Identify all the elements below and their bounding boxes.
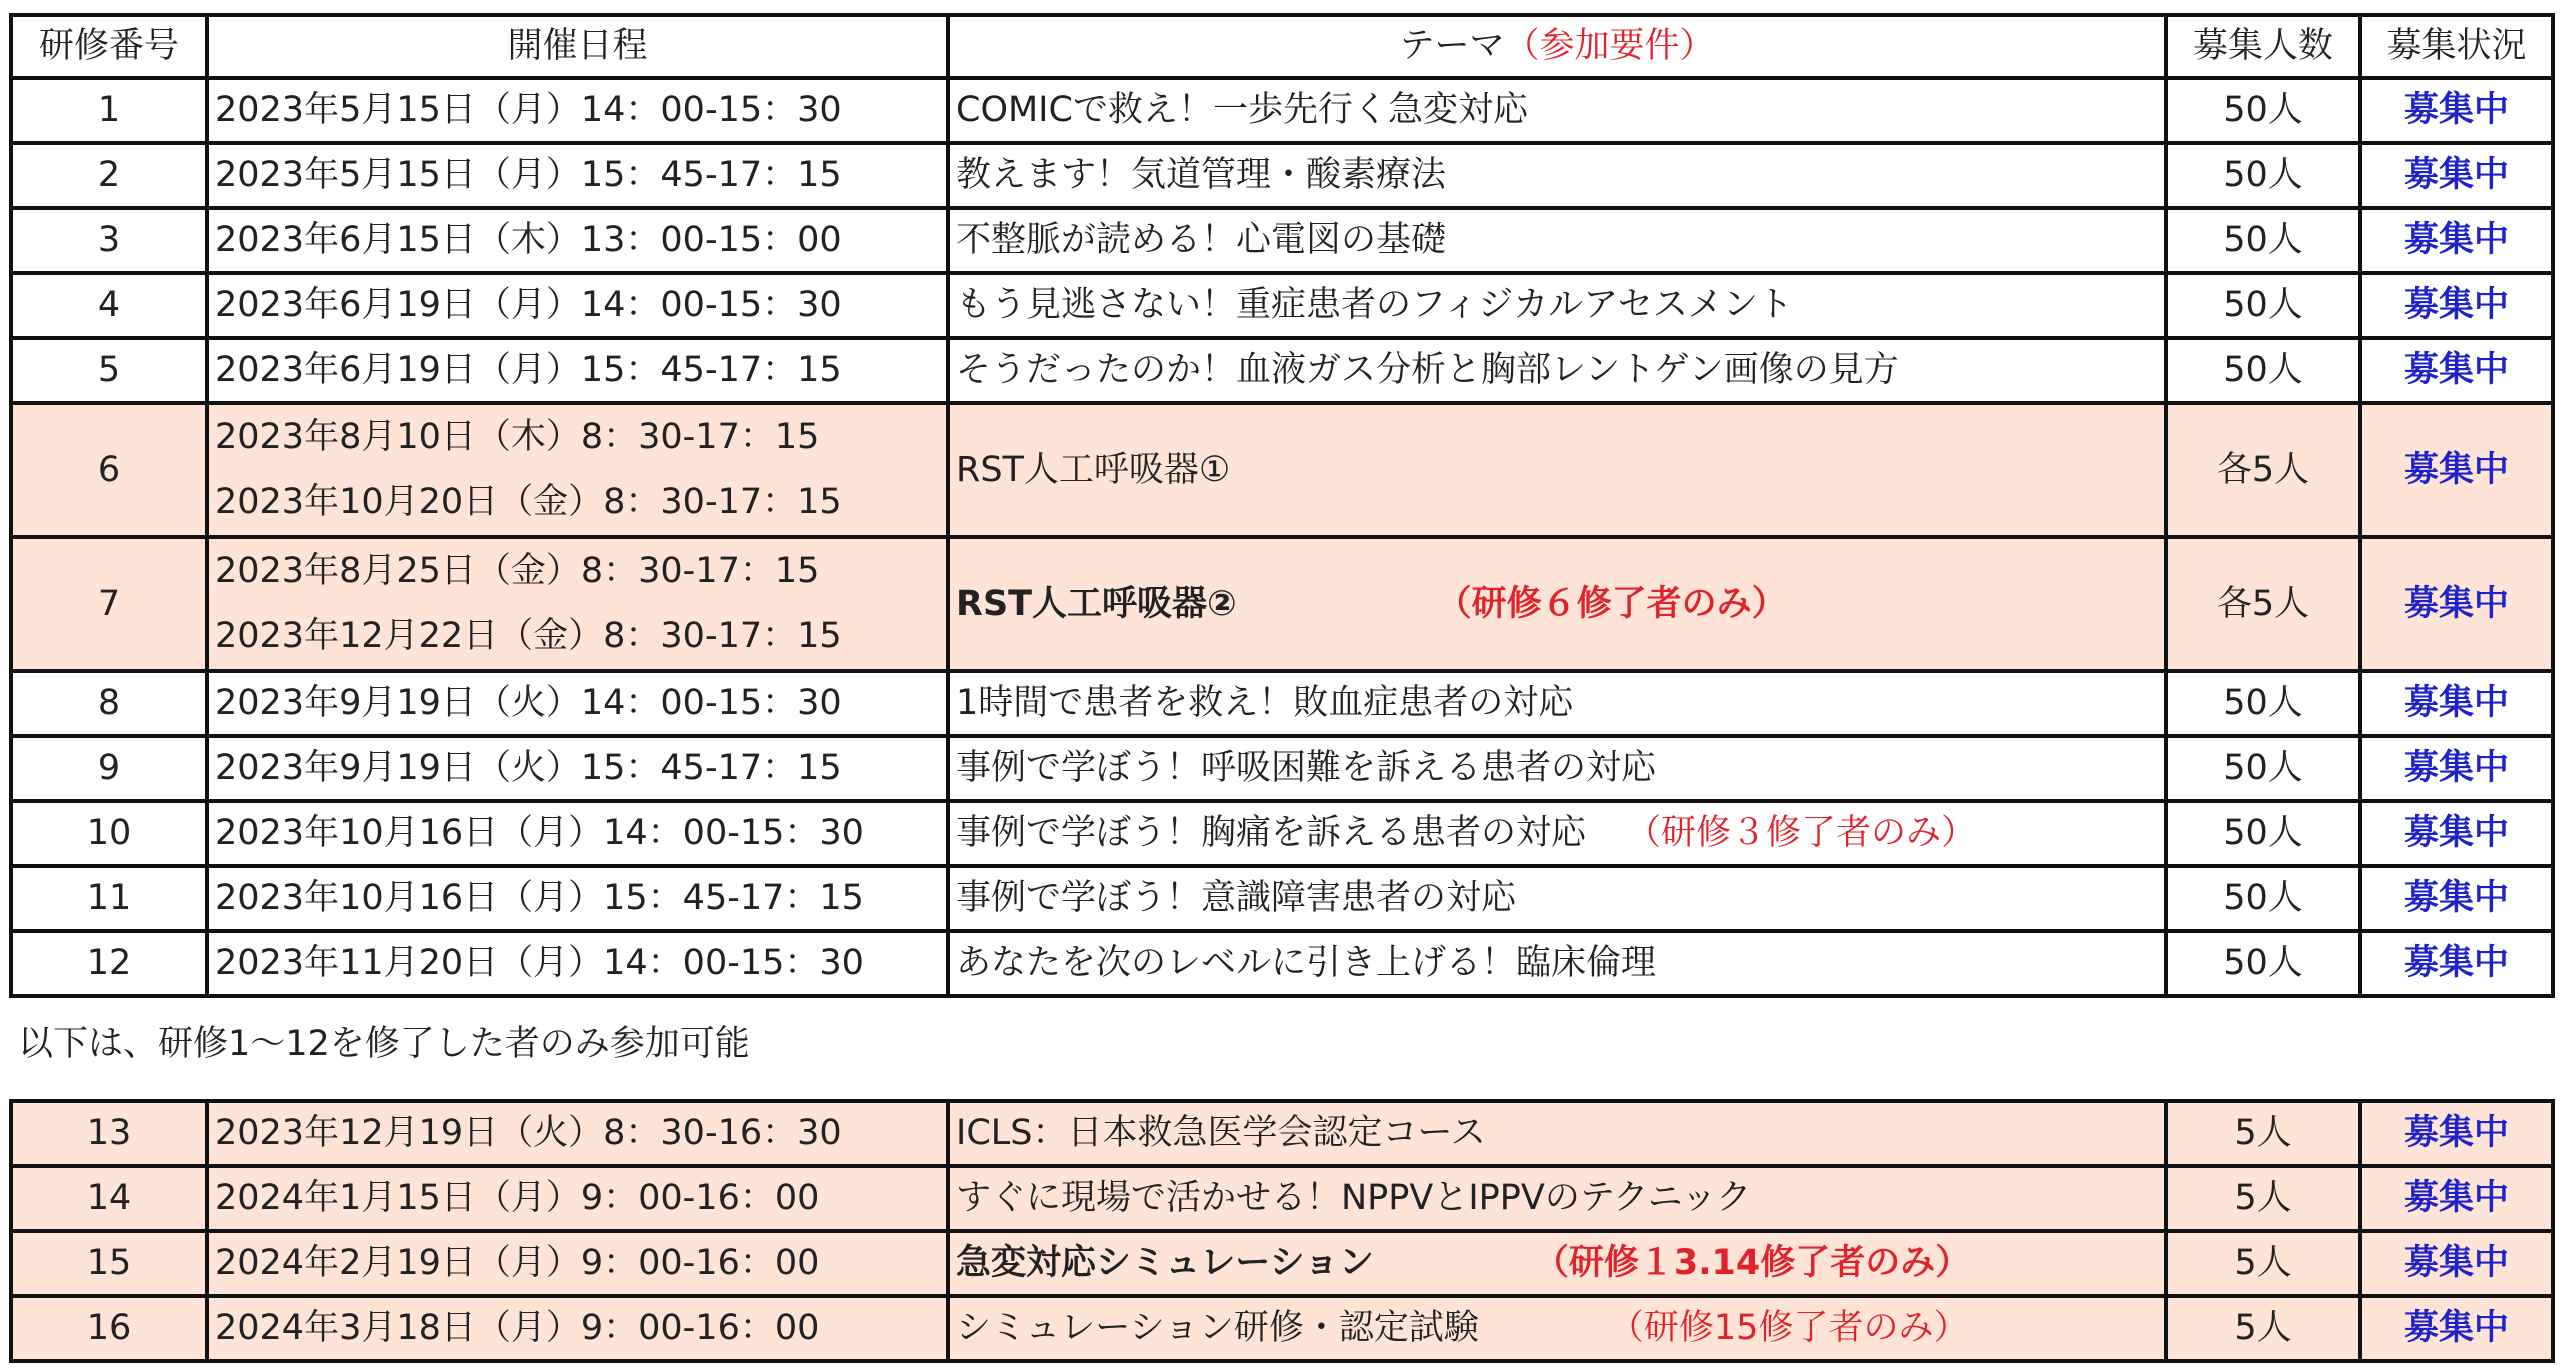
requirement-note: （研修15修了者のみ） — [1608, 1308, 1969, 1349]
theme-title: COMICで救え！一歩先行く急変対応 — [956, 90, 1528, 131]
header-theme — [948, 15, 2166, 78]
theme-title: 急変対応シミュレーション — [956, 1243, 1374, 1284]
training-number: 2 — [11, 143, 207, 208]
schedule-cell — [207, 1166, 948, 1231]
theme-cell — [948, 801, 2166, 866]
schedule-cell — [207, 671, 948, 736]
table-row — [11, 866, 2553, 931]
schedule-date: 2023年10月20日（金）8：30-17：15 — [215, 482, 842, 522]
table-row — [11, 736, 2553, 801]
training-number: 1 — [11, 78, 207, 143]
capacity: 5人 — [2166, 1296, 2360, 1361]
table-row — [11, 78, 2553, 143]
status-badge: 募集中 — [2360, 736, 2553, 801]
theme-cell — [948, 78, 2166, 143]
table-row — [11, 537, 2553, 671]
theme-cell — [948, 1101, 2166, 1166]
theme-cell — [948, 1296, 2166, 1361]
schedule-cell — [207, 273, 948, 338]
theme-cell — [948, 403, 2166, 537]
theme-title: ICLS：日本救急医学会認定コース — [956, 1113, 1486, 1154]
schedule-cell — [207, 208, 948, 273]
training-number: 5 — [11, 338, 207, 403]
theme-title: シミュレーション研修・認定試験 — [956, 1308, 1479, 1349]
schedule-date: 2023年12月22日（金）8：30-17：15 — [215, 616, 842, 656]
advanced-training-table — [9, 1099, 2555, 1363]
theme-cell — [948, 273, 2166, 338]
theme-title: もう見逃さない！重症患者のフィジカルアセスメント — [956, 285, 1793, 326]
theme-cell — [948, 1166, 2166, 1231]
capacity: 各5人 — [2166, 403, 2360, 537]
capacity: 各5人 — [2166, 537, 2360, 671]
table-row — [11, 1296, 2553, 1361]
training-number: 9 — [11, 736, 207, 801]
schedule-cell — [207, 801, 948, 866]
theme-title: 不整脈が読める！心電図の基礎 — [956, 220, 1447, 261]
schedule-date: 2023年10月16日（月）14：00-15：30 — [215, 813, 864, 854]
table-row — [11, 338, 2553, 403]
schedule-cell — [207, 403, 948, 537]
theme-title: あなたを次のレベルに引き上げる！臨床倫理 — [956, 943, 1657, 984]
schedule-date: 2023年12月19日（火）8：30-16：30 — [215, 1113, 842, 1154]
theme-title: 事例で学ぼう！胸痛を訴える患者の対応 — [956, 813, 1587, 854]
table-row — [11, 931, 2553, 996]
schedule-date: 2023年8月10日（木）8：30-17：15 — [215, 417, 820, 457]
theme-title: そうだったのか！血液ガス分析と胸部レントゲン画像の見方 — [956, 350, 1899, 391]
training-number: 8 — [11, 671, 207, 736]
capacity: 50人 — [2166, 208, 2360, 273]
status-badge: 募集中 — [2360, 801, 2553, 866]
capacity: 50人 — [2166, 801, 2360, 866]
schedule-date: 2023年5月15日（月）15：45-17：15 — [215, 155, 842, 196]
capacity: 50人 — [2166, 931, 2360, 996]
capacity: 50人 — [2166, 143, 2360, 208]
status-badge: 募集中 — [2360, 403, 2553, 537]
schedule-date: 2023年8月25日（金）8：30-17：15 — [215, 551, 820, 591]
table-row — [11, 1101, 2553, 1166]
theme-cell — [948, 338, 2166, 403]
status-badge: 募集中 — [2360, 78, 2553, 143]
status-badge: 募集中 — [2360, 931, 2553, 996]
schedule-cell — [207, 338, 948, 403]
table-row — [11, 273, 2553, 338]
capacity: 50人 — [2166, 273, 2360, 338]
theme-cell — [948, 208, 2166, 273]
header-schedule: 開催日程 — [207, 15, 948, 78]
theme-cell — [948, 671, 2166, 736]
theme-cell — [948, 1231, 2166, 1296]
table-row — [11, 801, 2553, 866]
schedule-cell — [207, 866, 948, 931]
schedule-date: 2024年3月18日（月）9：00-16：00 — [215, 1308, 820, 1349]
schedule-date: 2024年2月19日（月）9：00-16：00 — [215, 1243, 820, 1284]
training-number: 11 — [11, 866, 207, 931]
header-theme-requirement: （参加要件） — [1504, 26, 1715, 67]
table-header-row — [11, 15, 2553, 78]
training-schedule-table — [9, 13, 2555, 998]
schedule-date: 2023年6月19日（月）15：45-17：15 — [215, 350, 842, 391]
header-training-number: 研修番号 — [11, 15, 207, 78]
schedule-date: 2023年6月15日（木）13：00-15：00 — [215, 220, 842, 261]
status-badge: 募集中 — [2360, 208, 2553, 273]
capacity: 50人 — [2166, 736, 2360, 801]
training-number: 14 — [11, 1166, 207, 1231]
theme-title: RST人工呼吸器② — [956, 583, 1237, 624]
capacity: 50人 — [2166, 866, 2360, 931]
schedule-cell — [207, 537, 948, 671]
schedule-cell — [207, 931, 948, 996]
status-badge: 募集中 — [2360, 1101, 2553, 1166]
capacity: 50人 — [2166, 78, 2360, 143]
table-row — [11, 1231, 2553, 1296]
schedule-cell — [207, 1296, 948, 1361]
capacity: 5人 — [2166, 1101, 2360, 1166]
schedule-cell — [207, 143, 948, 208]
training-number: 7 — [11, 537, 207, 671]
table-row — [11, 143, 2553, 208]
theme-title: すぐに現場で活かせる！NPPVとIPPVのテクニック — [956, 1178, 1752, 1219]
theme-cell — [948, 866, 2166, 931]
theme-cell — [948, 736, 2166, 801]
theme-cell — [948, 537, 2166, 671]
schedule-date: 2023年5月15日（月）14：00-15：30 — [215, 90, 842, 131]
status-badge: 募集中 — [2360, 143, 2553, 208]
status-badge: 募集中 — [2360, 866, 2553, 931]
training-number: 15 — [11, 1231, 207, 1296]
status-badge: 募集中 — [2360, 1231, 2553, 1296]
training-number: 4 — [11, 273, 207, 338]
header-theme-label: テーマ — [1399, 26, 1505, 67]
table-row — [11, 403, 2553, 537]
schedule-date: 2023年9月19日（火）15：45-17：15 — [215, 748, 842, 789]
status-badge: 募集中 — [2360, 338, 2553, 403]
eligibility-note: 以下は、研修1～12を修了した者のみ参加可能 — [18, 1024, 750, 1064]
table-row — [11, 671, 2553, 736]
requirement-note: （研修１3.14修了者のみ） — [1533, 1243, 1971, 1284]
training-number: 3 — [11, 208, 207, 273]
schedule-cell — [207, 1101, 948, 1166]
schedule-cell — [207, 1231, 948, 1296]
theme-cell — [948, 931, 2166, 996]
requirement-note: （研修６修了者のみ） — [1436, 583, 1787, 624]
status-badge: 募集中 — [2360, 1166, 2553, 1231]
status-badge: 募集中 — [2360, 1296, 2553, 1361]
status-badge: 募集中 — [2360, 273, 2553, 338]
capacity: 5人 — [2166, 1166, 2360, 1231]
training-number: 13 — [11, 1101, 207, 1166]
status-badge: 募集中 — [2360, 537, 2553, 671]
schedule-date: 2023年6月19日（月）14：00-15：30 — [215, 285, 842, 326]
theme-title: 事例で学ぼう！呼吸困難を訴える患者の対応 — [956, 748, 1657, 789]
theme-title: RST人工呼吸器① — [956, 449, 1231, 490]
training-number: 16 — [11, 1296, 207, 1361]
header-capacity: 募集人数 — [2166, 15, 2360, 78]
status-badge: 募集中 — [2360, 671, 2553, 736]
table-row — [11, 1166, 2553, 1231]
schedule-cell — [207, 736, 948, 801]
capacity: 50人 — [2166, 671, 2360, 736]
theme-title: 事例で学ぼう！意識障害患者の対応 — [956, 878, 1517, 919]
theme-title: 教えます！気道管理・酸素療法 — [956, 155, 1447, 196]
requirement-note: （研修３修了者のみ） — [1626, 813, 1977, 854]
training-number: 6 — [11, 403, 207, 537]
training-number: 10 — [11, 801, 207, 866]
header-status: 募集状況 — [2360, 15, 2553, 78]
schedule-cell — [207, 78, 948, 143]
schedule-date: 2023年10月16日（月）15：45-17：15 — [215, 878, 864, 919]
schedule-date: 2024年1月15日（月）9：00-16：00 — [215, 1178, 820, 1219]
schedule-date: 2023年11月20日（月）14：00-15：30 — [215, 943, 864, 984]
capacity: 5人 — [2166, 1231, 2360, 1296]
capacity: 50人 — [2166, 338, 2360, 403]
table-row — [11, 208, 2553, 273]
training-number: 12 — [11, 931, 207, 996]
theme-title: 1時間で患者を救え！敗血症患者の対応 — [956, 683, 1574, 724]
schedule-date: 2023年9月19日（火）14：00-15：30 — [215, 683, 842, 724]
theme-cell — [948, 143, 2166, 208]
